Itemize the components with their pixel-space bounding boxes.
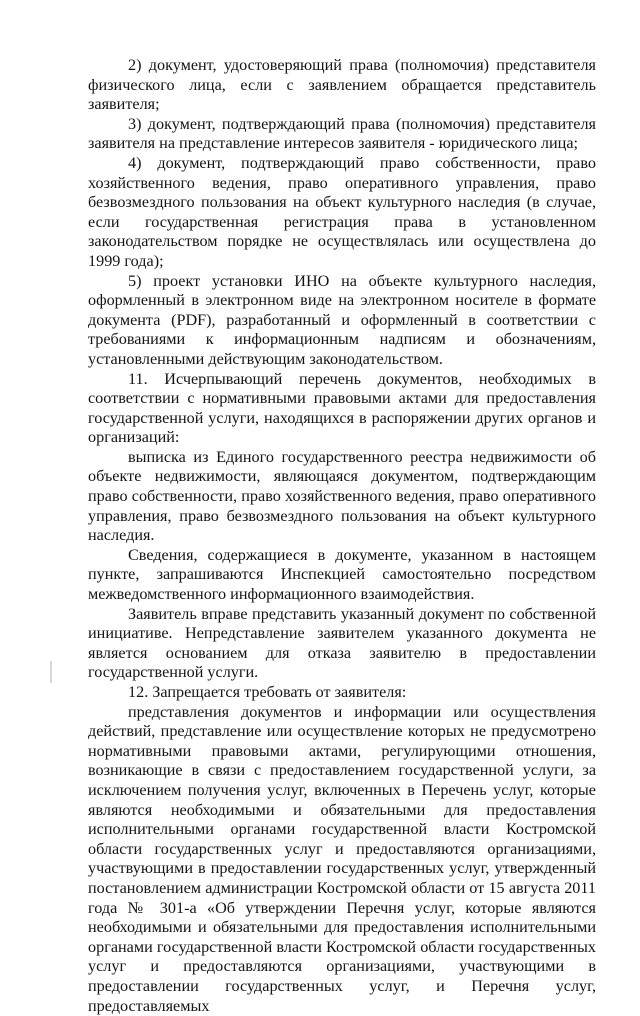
paragraph-item-4: 4) документ, подтверждающий право собственности, право хозяйственного ведения, право оперативного управления, право безвозмездного пользования на объект культурного наследия (в случае, если государственная регистрация права в установленном законодательством порядке не осуществлялась или осуществлена до 1999 года); [88,153,596,270]
paragraph-prohibition-details: представления документов и информации или осуществления действий, представление или осуществление которых не предусмотрено нормативными правовыми актами, регулирующими отношения, возникающие в связи с предоставлением государственной услуги, за исключением получения услуг, включенных в Перечень услуг, которые являются необходимыми и обязательными для предоставления исполнительными органами государственной власти Костромской области государственных услуг и предоставляются организациями, участвующими в предоставлении государственных услуг, утвержденный постановлением администрации Костромской области от 15 августа 2011 года № 301-а «Об утверждении Перечня услуг, которые являются необходимыми и обязательными для предоставления исполнительными органами государственной власти Костромской области государственных услуг и предоставляются организациями, участвующими в предоставлении государственных услуг, и Перечня услуг, предоставляемых [88,702,596,1015]
paragraph-applicant-right: Заявитель вправе представить указанный документ по собственной инициативе. Непредставление заявителем указанного документа не является основанием для отказа заявителю в предоставлении государственной услуги. [88,604,596,682]
paragraph-registry-extract: выписка из Единого государственного реестра недвижимости об объекте недвижимости, являющаяся документом, подтверждающим право собственности, право хозяйственного ведения, право оперативного управления, право безвозмездного пользования на объект культурного наследия. [88,447,596,545]
margin-mark [50,661,52,683]
paragraph-section-12: 12. Запрещается требовать от заявителя: [128,683,407,701]
paragraph-section-11: 11. Исчерпывающий перечень документов, необходимых в соответствии с нормативными правовыми актами для предоставления государственной услуги, находящихся в распоряжении других органов и организаций: [88,369,596,447]
paragraph-information-request: Сведения, содержащиеся в документе, указанном в настоящем пункте, запрашиваются Инспекцией самостоятельно посредством межведомственного информационного взаимодействия. [88,545,596,604]
paragraph-item-3: 3) документ, подтверждающий права (полномочия) представителя заявителя на представление интересов заявителя - юридического лица; [88,114,596,153]
paragraph-item-5: 5) проект установки ИНО на объекте культурного наследия, оформленный в электронном виде на электронном носителе в формате документа (PDF), разработанный и оформленный в соответствии с требованиями к информационным надписям и обозначениям, установленными действующим законодательством. [88,271,596,368]
paragraph-item-2: 2) документ, удостоверяющий права (полномочия) представителя физического лица, если с заявлением обращается представитель заявителя; [88,56,596,114]
document-page [88,56,596,1016]
